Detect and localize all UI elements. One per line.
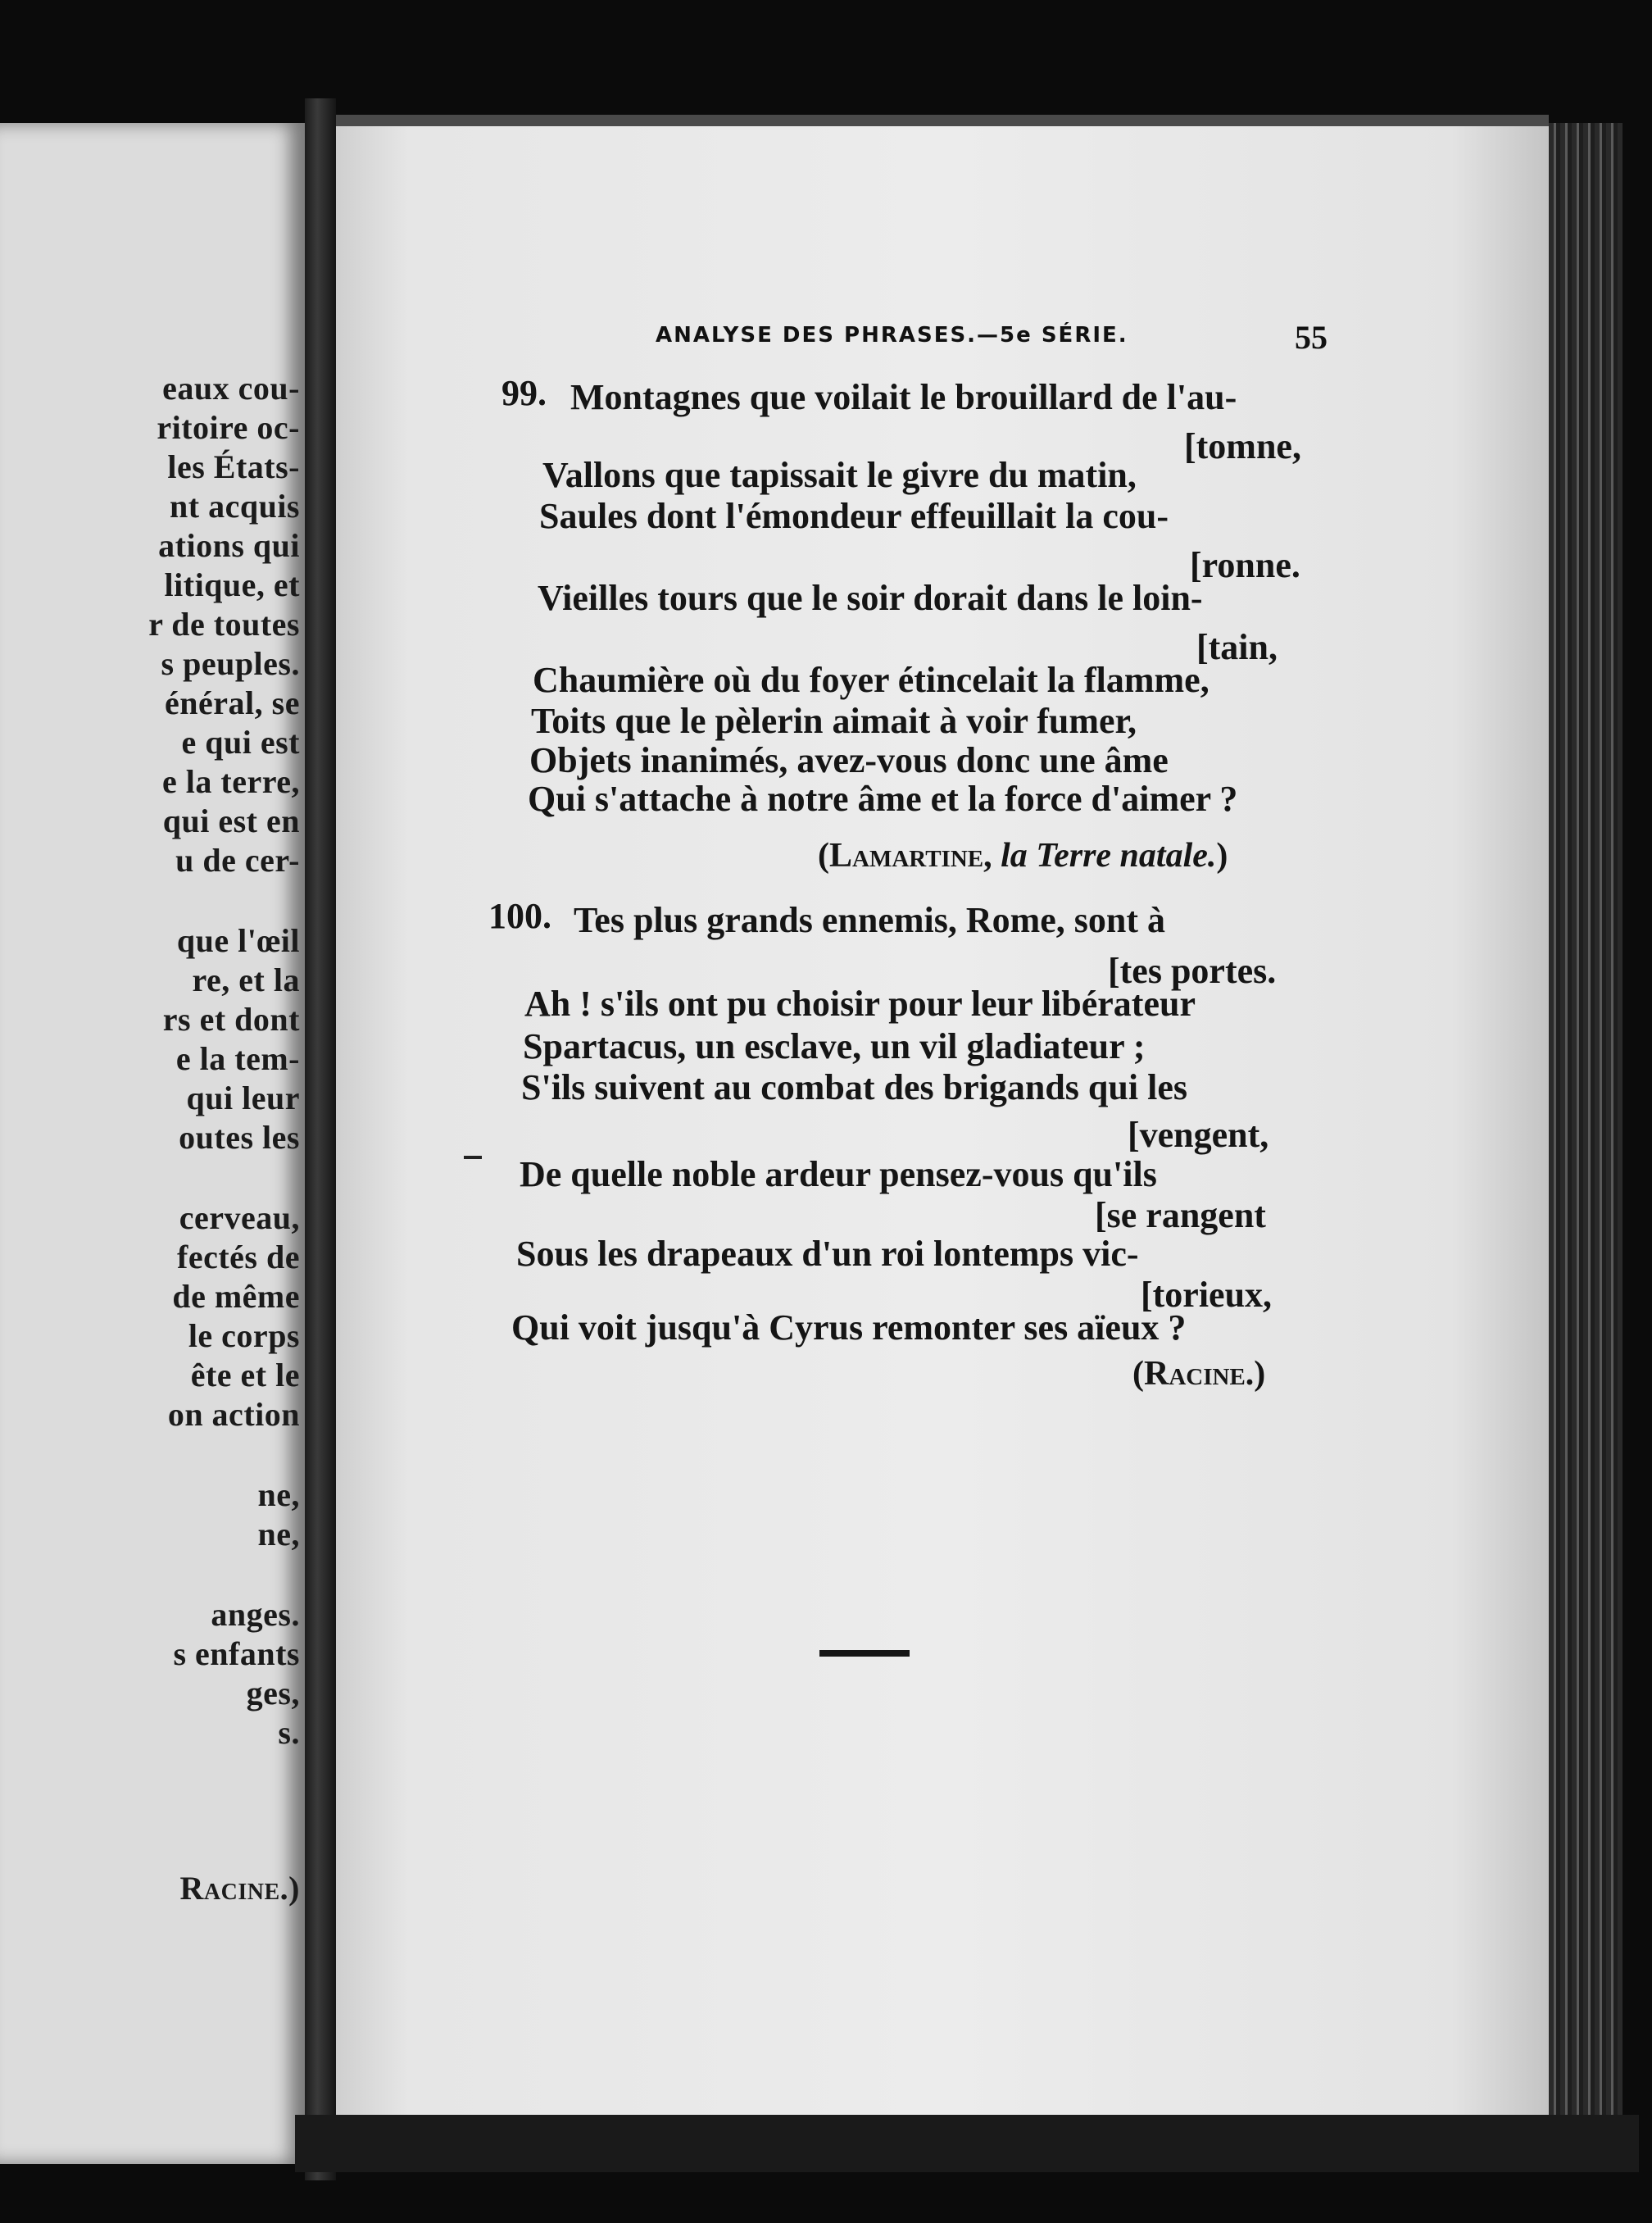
page-edges	[1549, 123, 1622, 2115]
left-text-line: nt acquis	[170, 488, 300, 525]
verse-line: Sous les drapeaux d'un roi lontemps vic-	[516, 1234, 1139, 1274]
verse-line: Chaumière où du foyer étincelait la flamme,	[533, 660, 1210, 700]
verse-turnover: [tain,	[1196, 627, 1278, 667]
book-gutter	[305, 98, 336, 2180]
verse-line: Spartacus, un esclave, un vil gladiateur ;	[523, 1026, 1146, 1066]
left-text-line: ne,	[257, 1516, 300, 1552]
verse-line: Qui voit jusqu'à Cyrus remonter ses aïeux ?	[511, 1307, 1187, 1348]
left-text-line: r de toutes	[148, 606, 300, 643]
left-text-line: cerveau,	[179, 1199, 300, 1236]
author-name: Racine.	[1144, 1355, 1255, 1393]
left-text-line: ête et le	[190, 1357, 300, 1393]
left-text-line: anges.	[211, 1596, 300, 1633]
verse-turnover: [torieux,	[1141, 1275, 1273, 1315]
left-text-line: de même	[172, 1278, 300, 1315]
verse-turnover: [vengent,	[1128, 1115, 1269, 1155]
left-text-line: e qui est	[181, 724, 300, 761]
running-head: ANALYSE DES PHRASES.—5e SÉRIE.	[656, 323, 1128, 348]
left-text-line: outes les	[179, 1119, 300, 1156]
attribution: (Lamartine, la Terre natale.)	[818, 837, 1228, 875]
previous-page-fragment	[0, 123, 305, 2164]
left-text-line: u de cer-	[175, 842, 300, 879]
poem-number: 100.	[488, 896, 551, 936]
attribution: (Racine.)	[1132, 1355, 1266, 1393]
left-text-line: on action	[167, 1396, 300, 1433]
verse-line: Objets inanimés, avez-vous donc une âme	[529, 740, 1169, 780]
left-text-line: litique, et	[164, 566, 300, 603]
verse-turnover: [se rangent	[1095, 1195, 1266, 1235]
verse-line: Tes plus grands ennemis, Rome, sont à	[574, 900, 1166, 940]
verse-line: Vieilles tours que le soir dorait dans le loin-	[538, 578, 1203, 618]
left-text-line: eaux cou-	[162, 370, 300, 407]
left-text-line: le corps	[188, 1317, 300, 1354]
left-attribution: Racine.)	[179, 1870, 300, 1907]
verse-line: Ah ! s'ils ont pu choisir pour leur libérateur	[524, 984, 1196, 1024]
left-text-line: énéral, se	[165, 684, 300, 721]
left-text-line: e la terre,	[162, 763, 300, 800]
scan-border	[295, 2115, 1639, 2172]
left-text-line: qui est en	[162, 802, 300, 839]
verse-line: Vallons que tapissait le givre du matin,	[542, 455, 1137, 495]
left-text-line: ations qui	[158, 527, 300, 564]
end-rule	[819, 1650, 910, 1657]
verse-line: Toits que le pèlerin aimait à voir fumer,	[531, 701, 1137, 741]
left-text-line: s enfants	[173, 1635, 300, 1672]
left-text-line: ne,	[257, 1476, 300, 1513]
verse-line: Montagnes que voilait le brouillard de l'au-	[570, 377, 1237, 417]
verse-turnover: [tomne,	[1184, 426, 1301, 466]
left-text-line: ritoire oc-	[157, 409, 300, 446]
verse-line: Saules dont l'émondeur effeuillait la cou-	[539, 496, 1169, 536]
verse-turnover: [ronne.	[1190, 545, 1300, 585]
left-text-line: qui leur	[186, 1080, 300, 1116]
page-header	[656, 318, 1328, 359]
work-title: la Terre natale.	[1001, 837, 1217, 875]
left-text-line: re, et la	[192, 961, 300, 998]
verse-line: S'ils suivent au combat des brigands qui les	[521, 1067, 1187, 1107]
poem-number: 99.	[502, 373, 547, 413]
left-text-line: ges,	[246, 1675, 300, 1712]
margin-mark	[464, 1156, 482, 1159]
author-name: Lamartine	[829, 837, 984, 875]
verse-line: Qui s'attache à notre âme et la force d'aimer ?	[528, 779, 1238, 819]
left-text-line: e la tem-	[175, 1040, 300, 1077]
left-text-line: s peuples.	[161, 645, 300, 682]
left-text-line: rs et dont	[162, 1001, 300, 1038]
verse-turnover: [tes portes.	[1108, 951, 1277, 991]
left-text-line: s.	[278, 1714, 300, 1751]
left-text-line: les États-	[167, 448, 300, 485]
verse-line: De quelle noble ardeur pensez-vous qu'ils	[520, 1154, 1157, 1194]
page-number: 55	[1295, 319, 1328, 356]
left-text-line: que l'œil	[176, 922, 300, 959]
left-text-line: fectés de	[177, 1239, 300, 1275]
